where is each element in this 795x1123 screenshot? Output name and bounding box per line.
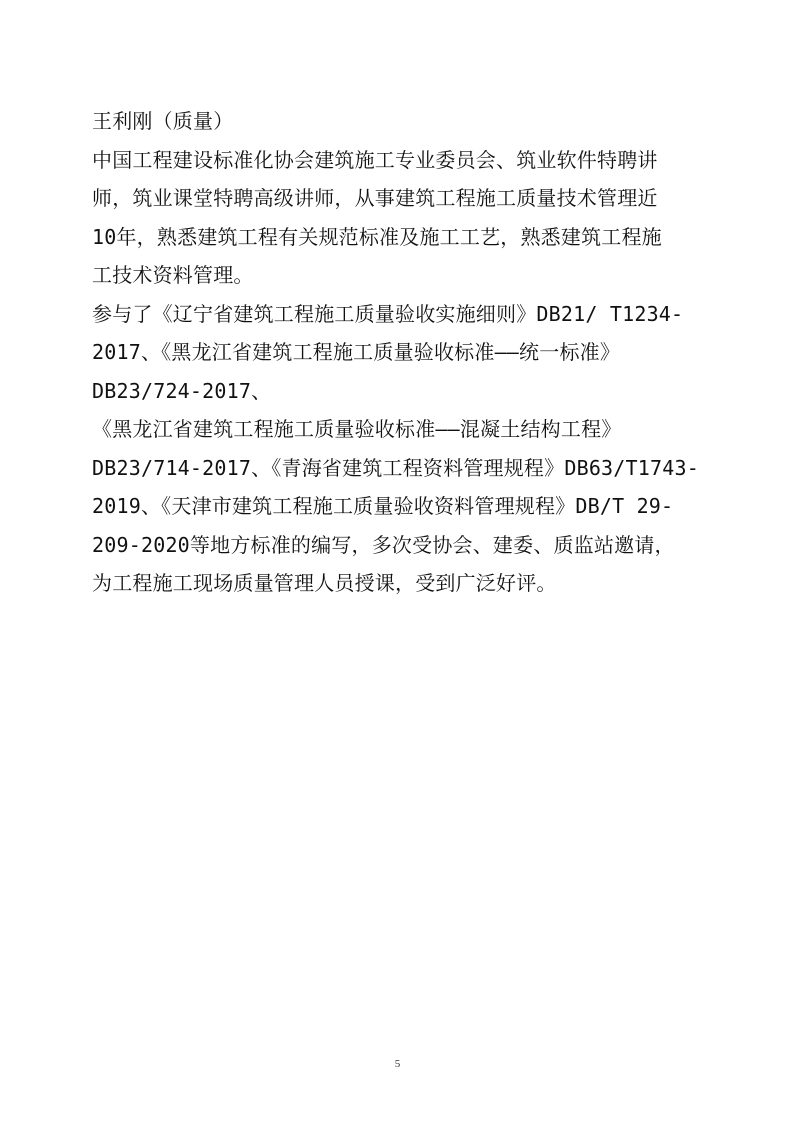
bio-line: 中国工程建设标准化协会建筑施工专业委员会、筑业软件特聘讲 xyxy=(92,147,658,172)
author-heading: 王利刚（质量） xyxy=(92,109,234,133)
bio-line: 师，筑业课堂特聘高级讲师，从事建筑工程施工质量技术管理近 xyxy=(92,186,658,210)
standards-line: 参与了《辽宁省建筑工程施工质量验收实施细则》DB21/ T1234- xyxy=(92,301,684,326)
standards-line: DB23/714-2017、《青海省建筑工程资料管理规程》DB63/T1743- xyxy=(92,455,699,480)
standards-line: 为工程施工现场质量管理人员授课，受到广泛好评。 xyxy=(92,571,557,595)
standards-line: 《黑龙江省建筑工程施工质量验收标准——混凝土结构工程》 xyxy=(92,417,622,441)
document-body xyxy=(92,102,712,603)
standards-line: 2019、《天津市建筑工程施工质量验收资料管理规程》DB/T 29- xyxy=(92,494,674,518)
standards-line: 209-2020等地方标准的编写，多次受协会、建委、质监站邀请， xyxy=(92,532,675,557)
page-number: 5 xyxy=(394,1058,401,1070)
standards-line: DB23/724-2017、 xyxy=(92,378,272,403)
bio-line: 10年，熟悉建筑工程有关规范标准及施工工艺，熟悉建筑工程施 xyxy=(92,224,662,249)
bio-line: 工技术资料管理。 xyxy=(92,263,254,287)
standards-line: 2017、《黑龙江省建筑工程施工质量验收标准——统一标准》 xyxy=(92,340,621,364)
